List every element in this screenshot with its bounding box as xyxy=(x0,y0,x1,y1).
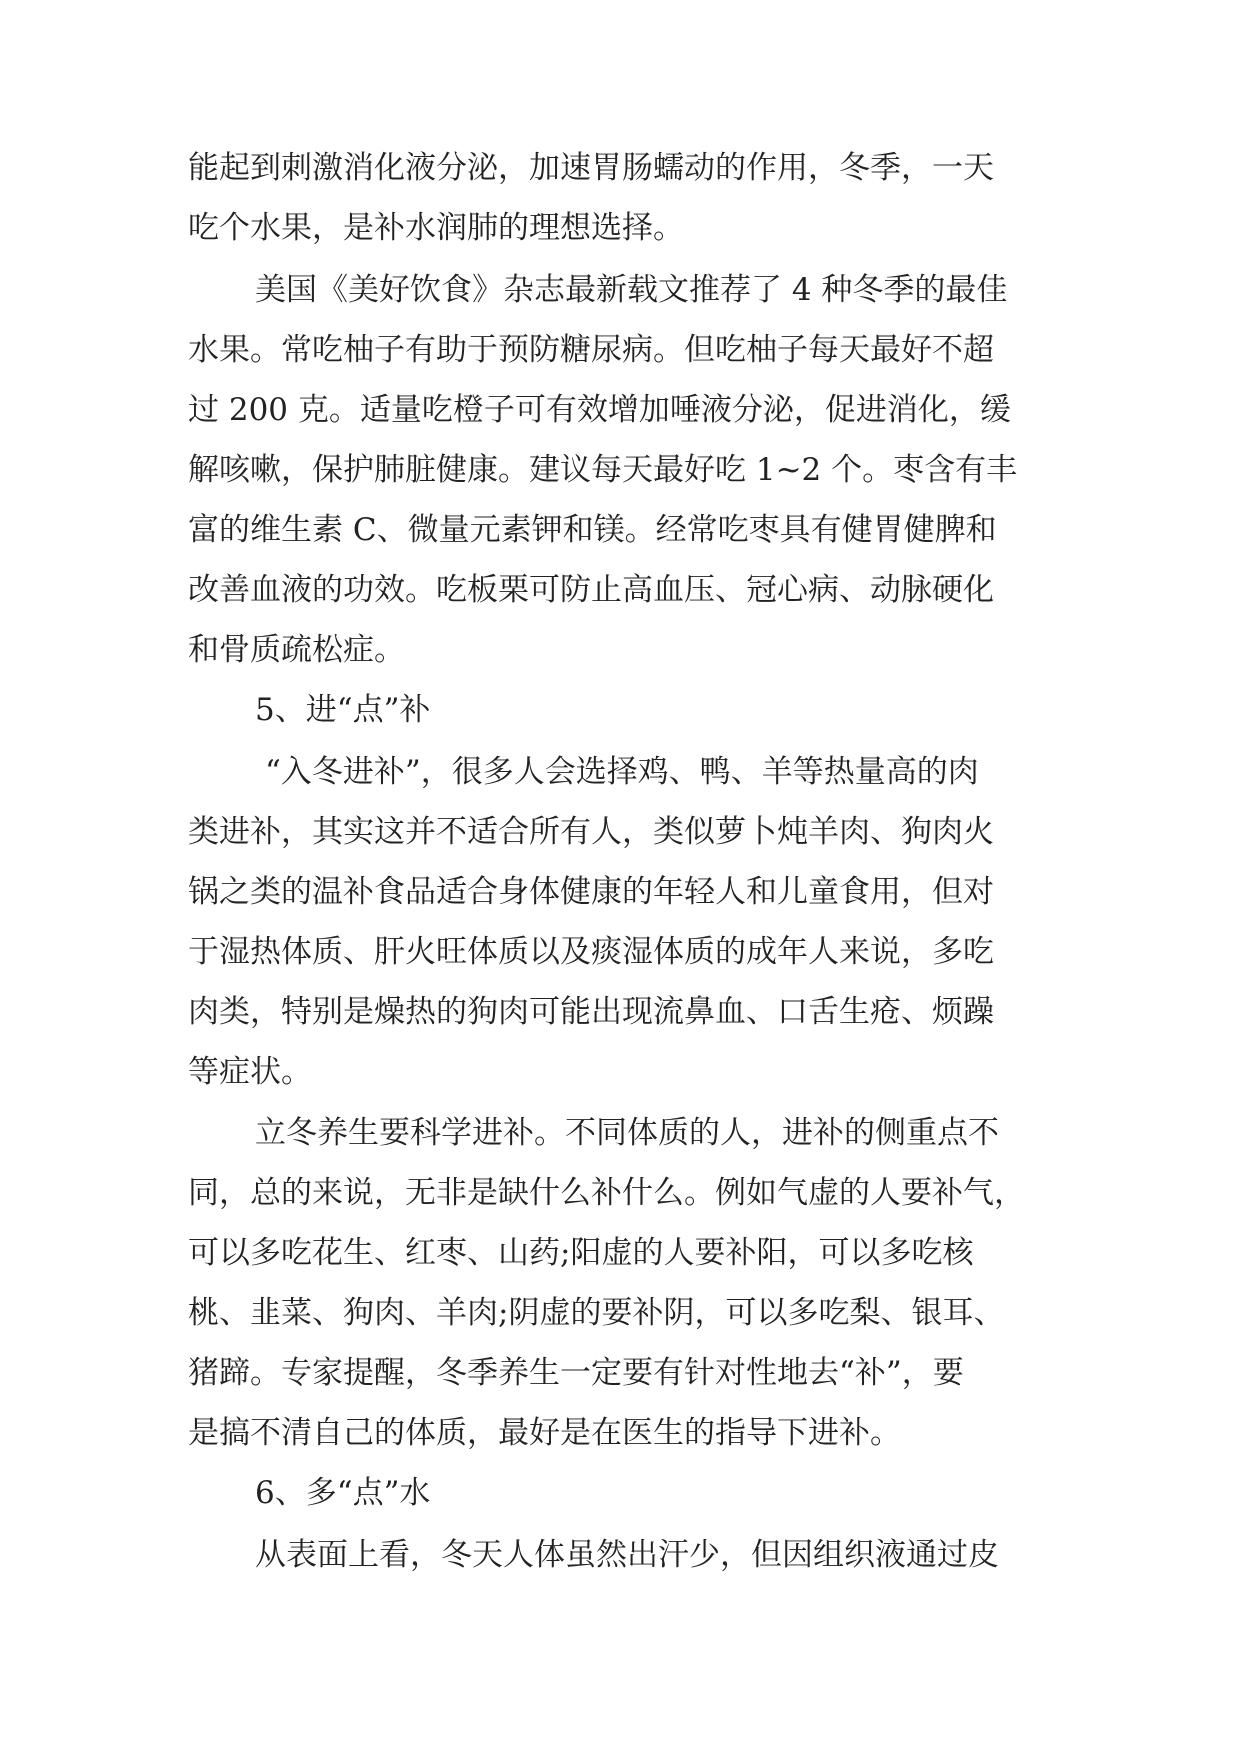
text-line-3: 美国《美好饮食》杂志最新载文推荐了 4 种冬季的最佳 xyxy=(255,272,1008,308)
text-line-4: 水果。常吃柚子有助于预防糖尿病。但吃柚子每天最好不超 xyxy=(188,332,994,368)
text-line-24: 从表面上看，冬天人体虽然出汗少，但因组织液通过皮 xyxy=(255,1537,999,1573)
text-line-14: 于湿热体质、肝火旺体质以及痰湿体质的成年人来说，多吃 xyxy=(188,934,994,970)
text-line-2: 吃个水果，是补水润肺的理想选择。 xyxy=(188,210,684,246)
text-line-1: 能起到刺激消化液分泌，加速胃肠蠕动的作用，冬季，一天 xyxy=(188,150,994,186)
text-line-13: 锅之类的温补食品适合身体健康的年轻人和儿童食用，但对 xyxy=(188,874,994,910)
text-line-21: 猪蹄。专家提醒，冬季养生一定要有针对性地去“补”，要 xyxy=(188,1355,964,1391)
text-line-8: 改善血液的功效。吃板栗可防止高血压、冠心病、动脉硬化 xyxy=(188,572,994,608)
text-line-15: 肉类，特别是燥热的狗肉可能出现流鼻血、口舌生疮、烦躁 xyxy=(188,994,994,1030)
text-line-12: 类进补，其实这并不适合所有人，类似萝卜炖羊肉、狗肉火 xyxy=(188,814,994,850)
text-line-17: 立冬养生要科学进补。不同体质的人，进补的侧重点不 xyxy=(255,1115,999,1151)
text-line-22: 是搞不清自己的体质，最好是在医生的指导下进补。 xyxy=(188,1415,901,1451)
text-line-11: “入冬进补”，很多人会选择鸡、鸭、羊等热量高的肉 xyxy=(265,754,979,790)
text-line-18: 同，总的来说，无非是缺什么补什么。例如气虚的人要补气， xyxy=(188,1175,1025,1211)
text-line-6: 解咳嗽，保护肺脏健康。建议每天最好吃 1~2 个。枣含有丰 xyxy=(188,452,1018,488)
text-line-7: 富的维生素 C、微量元素钾和镁。经常吃枣具有健胃健脾和 xyxy=(188,512,997,548)
section-heading-6: 6、多“点”水 xyxy=(255,1475,431,1511)
text-line-20: 桃、韭菜、狗肉、羊肉;阴虚的要补阴，可以多吃梨、银耳、 xyxy=(188,1295,1005,1331)
text-line-5: 过 200 克。适量吃橙子可有效增加唾液分泌，促进消化，缓 xyxy=(188,392,1011,428)
section-heading-5: 5、进“点”补 xyxy=(255,692,431,728)
text-line-9: 和骨质疏松症。 xyxy=(188,632,405,668)
text-line-16: 等症状。 xyxy=(188,1054,312,1090)
text-line-19: 可以多吃花生、红枣、山药;阳虚的人要补阳，可以多吃核 xyxy=(188,1235,974,1271)
